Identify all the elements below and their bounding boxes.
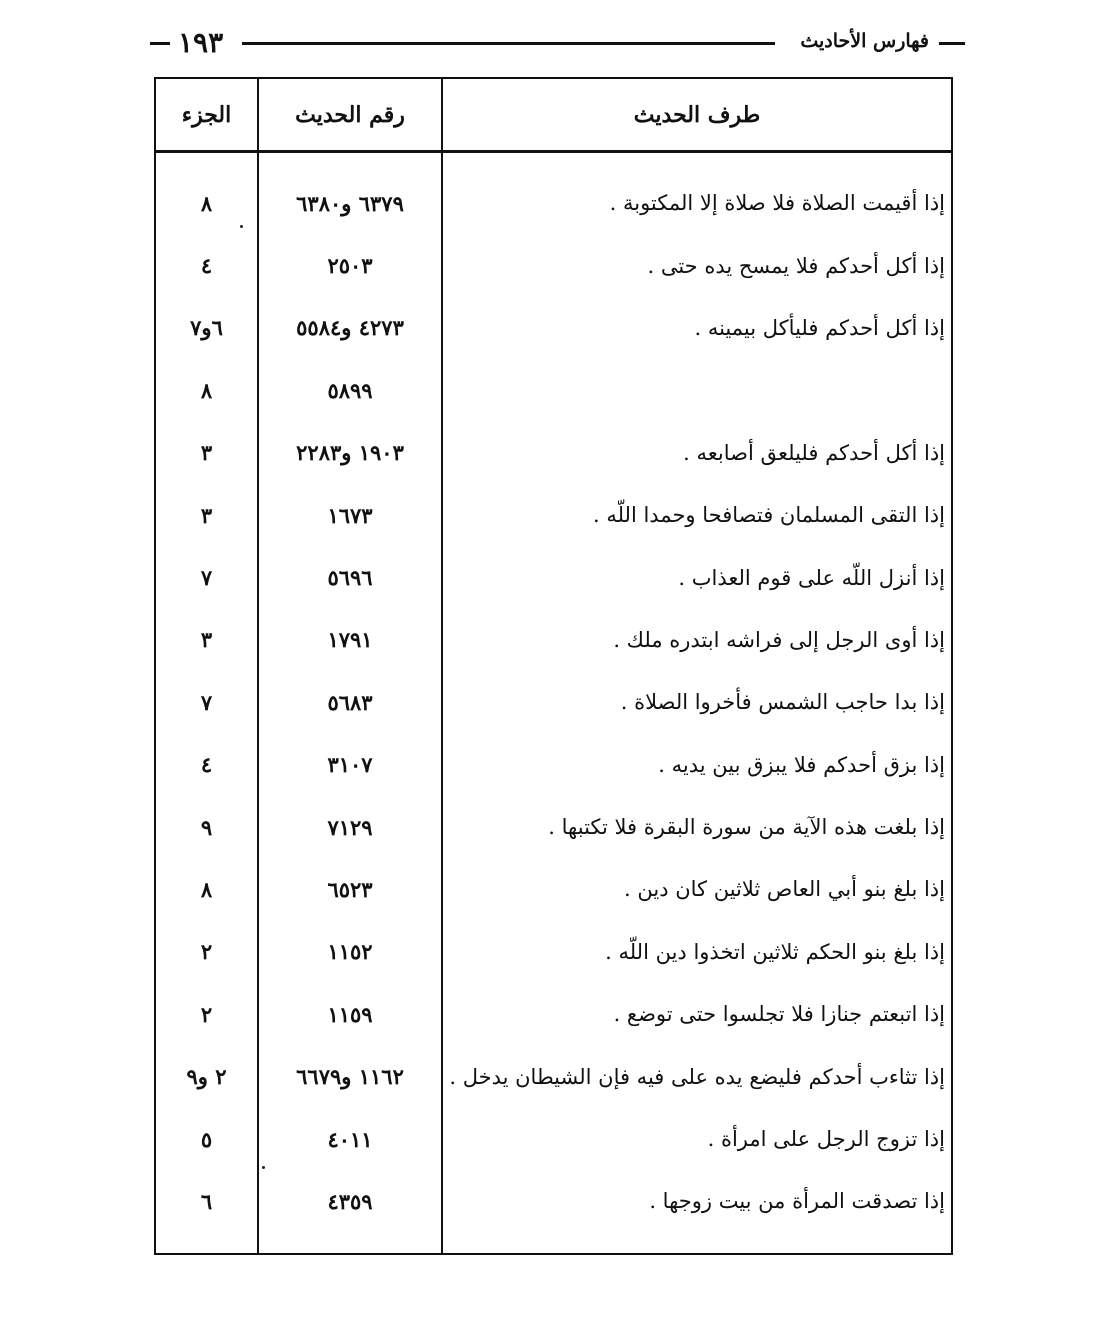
hadith-text (446, 359, 945, 421)
table-row (156, 1170, 951, 1232)
hadith-number: ٧١٢٩ (327, 814, 373, 840)
volume-number: ٢ و٩ (186, 1064, 227, 1090)
hadith-text: إذا أكل أحدكم فليلعق أصابعه . (683, 440, 945, 465)
volume-number: ٤ (200, 253, 213, 279)
hadith-text: إذا أوى الرجل إلى فراشه ابتدره ملك . (613, 627, 945, 652)
volume-number: ٧ (200, 565, 213, 591)
table-row (156, 484, 951, 546)
hadith-number: ١٧٩١ (327, 627, 373, 653)
volume-number: ٣ (200, 502, 213, 528)
table-row (156, 422, 951, 484)
header-rule (242, 42, 775, 45)
page-number: ١٩٣ (178, 26, 224, 59)
hadith-number: ٥٦٨٣ (327, 689, 373, 715)
print-speck (262, 1166, 265, 1169)
header-dash-right (939, 42, 965, 45)
table-row (156, 671, 951, 733)
column-header-text: طرف الحديث (633, 101, 761, 128)
volume-number: ٨ (200, 190, 213, 216)
volume-number: ٣ (200, 627, 213, 653)
volume-number: ٦و٧ (190, 315, 223, 341)
volume-number: ٦ (200, 1188, 213, 1214)
hadith-number: ١٩٠٣ و٢٢٨٣ (296, 440, 404, 466)
running-header (150, 28, 965, 58)
table-row (156, 858, 951, 920)
hadith-number: ٦٥٢٣ (327, 876, 373, 902)
table-row (156, 172, 951, 234)
table-row (156, 1108, 951, 1170)
hadith-text: إذا بزق أحدكم فلا يبزق بين يديه . (658, 752, 945, 777)
hadith-number: ٥٨٩٩ (327, 377, 373, 403)
print-speck (240, 225, 243, 228)
header-dash-left (150, 42, 170, 45)
hadith-text: إذا بلغ بنو أبي العاص ثلاثين كان دين . (624, 877, 945, 902)
hadith-number: ٤٣٥٩ (327, 1188, 373, 1214)
table-row (156, 359, 951, 421)
volume-number: ٣ (200, 440, 213, 466)
volume-number: ٥ (200, 1126, 213, 1152)
volume-number: ٧ (200, 689, 213, 715)
hadith-text: إذا أكل أحدكم فلا يمسح يده حتى . (647, 253, 945, 278)
hadith-text: إذا بلغ بنو الحكم ثلاثين اتخذوا دين اللّه . (605, 939, 945, 964)
table-row (156, 546, 951, 608)
table-row (156, 609, 951, 671)
hadith-number: ١١٦٢ و٦٦٧٩ (296, 1064, 404, 1090)
header-title: فهارس الأحاديث (800, 30, 929, 52)
volume-number: ٨ (200, 876, 213, 902)
table-row (156, 734, 951, 796)
hadith-number: ١١٥٢ (327, 939, 373, 965)
volume-number: ٢ (200, 939, 213, 965)
volume-number: ٢ (200, 1001, 213, 1027)
table-row (156, 921, 951, 983)
column-header-number: رقم الحديث (295, 101, 405, 128)
table-row (156, 796, 951, 858)
volume-number: ٤ (200, 752, 213, 778)
table-row (156, 234, 951, 296)
hadith-text: إذا تثاءب أحدكم فليضع يده على فيه فإن الشيطان يدخل . (449, 1064, 945, 1089)
hadith-text: إذا أقيمت الصلاة فلا صلاة إلا المكتوبة . (609, 191, 945, 216)
hadith-number: ٢٥٠٣ (327, 253, 373, 279)
table-row (156, 297, 951, 359)
hadith-text: إذا أكل أحدكم فليأكل بيمينه . (694, 315, 945, 340)
hadith-number: ٤٢٧٣ و٥٥٨٤ (296, 315, 404, 341)
hadith-text: إذا التقى المسلمان فتصافحا وحمدا اللّه . (592, 503, 945, 528)
header-row-divider (156, 150, 951, 153)
hadith-text: إذا تزوج الرجل على امرأة . (707, 1127, 945, 1152)
column-header-juz: الجزء (181, 101, 232, 128)
table-row (156, 1045, 951, 1107)
hadith-number: ١٦٧٣ (327, 502, 373, 528)
table-body (156, 172, 951, 1233)
hadith-text: إذا بدا حاجب الشمس فأخروا الصلاة . (620, 690, 945, 715)
hadith-number: ٦٣٧٩ و٦٣٨٠ (296, 190, 404, 216)
hadith-index-table (154, 77, 953, 1255)
table-row (156, 983, 951, 1045)
hadith-text: إذا أنزل اللّه على قوم العذاب . (678, 565, 945, 590)
hadith-number: ٤٠١١ (327, 1126, 373, 1152)
volume-number: ٩ (200, 814, 213, 840)
volume-number: ٨ (200, 377, 213, 403)
hadith-number: ١١٥٩ (327, 1001, 373, 1027)
hadith-number: ٥٦٩٦ (327, 565, 373, 591)
hadith-number: ٣١٠٧ (327, 752, 373, 778)
hadith-text: إذا تصدقت المرأة من بيت زوجها . (649, 1189, 945, 1214)
hadith-text: إذا بلغت هذه الآية من سورة البقرة فلا تكتبها . (548, 815, 945, 840)
hadith-text: إذا اتبعتم جنازا فلا تجلسوا حتى توضع . (613, 1002, 945, 1027)
